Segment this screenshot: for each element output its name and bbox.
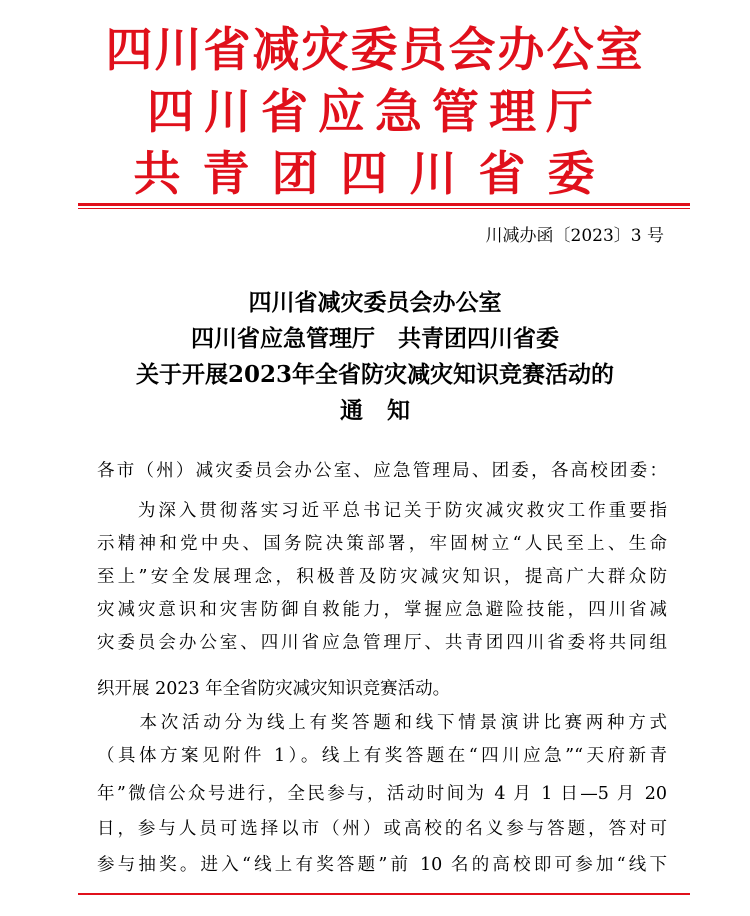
title-line-3: 关于开展2023年全省防灾减灾知识竞赛活动的 xyxy=(135,361,614,388)
document-number: 川减办函〔2023〕3 号 xyxy=(485,226,664,246)
paragraph-2-line: 参与抽奖。进入“线上有奖答题”前 10 名的高校即可参加“线下 xyxy=(97,855,667,875)
paragraph-1-line: 灾减灾意识和灾害防御自救能力，掌握应急避险技能，四川省减 xyxy=(97,600,667,620)
paragraph-1-line: 织开展 2023 年全省防灾减灾知识竞赛活动。 xyxy=(97,679,451,699)
paragraph-1-line: 为深入贯彻落实习近平总书记关于防灾减灾救灾工作重要指 xyxy=(97,501,667,521)
salutation: 各市（州）减灾委员会办公室、应急管理局、团委，各高校团委： xyxy=(97,461,667,481)
paragraph-2-line: 年”微信公众号进行，全民参与，活动时间为 4 月 1 日—5 月 20 xyxy=(97,784,667,804)
paragraph-2-line: 本次活动分为线上有奖答题和线下情景演讲比赛两种方式 xyxy=(97,713,667,733)
title-line-1: 四川省减灾委员会办公室 xyxy=(248,289,502,316)
letterhead-line-2: 四川省应急管理厅 xyxy=(147,85,603,140)
paragraph-1-line: 灾委员会办公室、四川省应急管理厅、共青团四川省委将共同组 xyxy=(97,633,667,653)
title-line-4: 通知 xyxy=(340,397,434,424)
paragraph-1-line: 至上”安全发展理念，积极普及防灾减灾知识，提高广大群众防 xyxy=(97,567,667,587)
paragraph-2-line: （具体方案见附件 1）。线上有奖答题在“四川应急”“天府新青 xyxy=(97,746,667,766)
letterhead-line-3: 共青团四川省委 xyxy=(133,147,617,202)
letterhead-divider xyxy=(78,203,690,206)
letterhead-line-1: 四川省减灾委员会办公室 xyxy=(105,23,645,78)
paragraph-2-line: 日，参与人员可选择以市（州）或高校的名义参与答题，答对可 xyxy=(97,819,667,839)
title-line-2: 四川省应急管理厅 共青团四川省委 xyxy=(191,325,559,352)
letterhead-divider-thin xyxy=(78,208,690,209)
paragraph-1-line: 示精神和党中央、国务院决策部署，牢固树立“人民至上、生命 xyxy=(97,534,667,554)
page-bottom-divider xyxy=(78,893,690,895)
